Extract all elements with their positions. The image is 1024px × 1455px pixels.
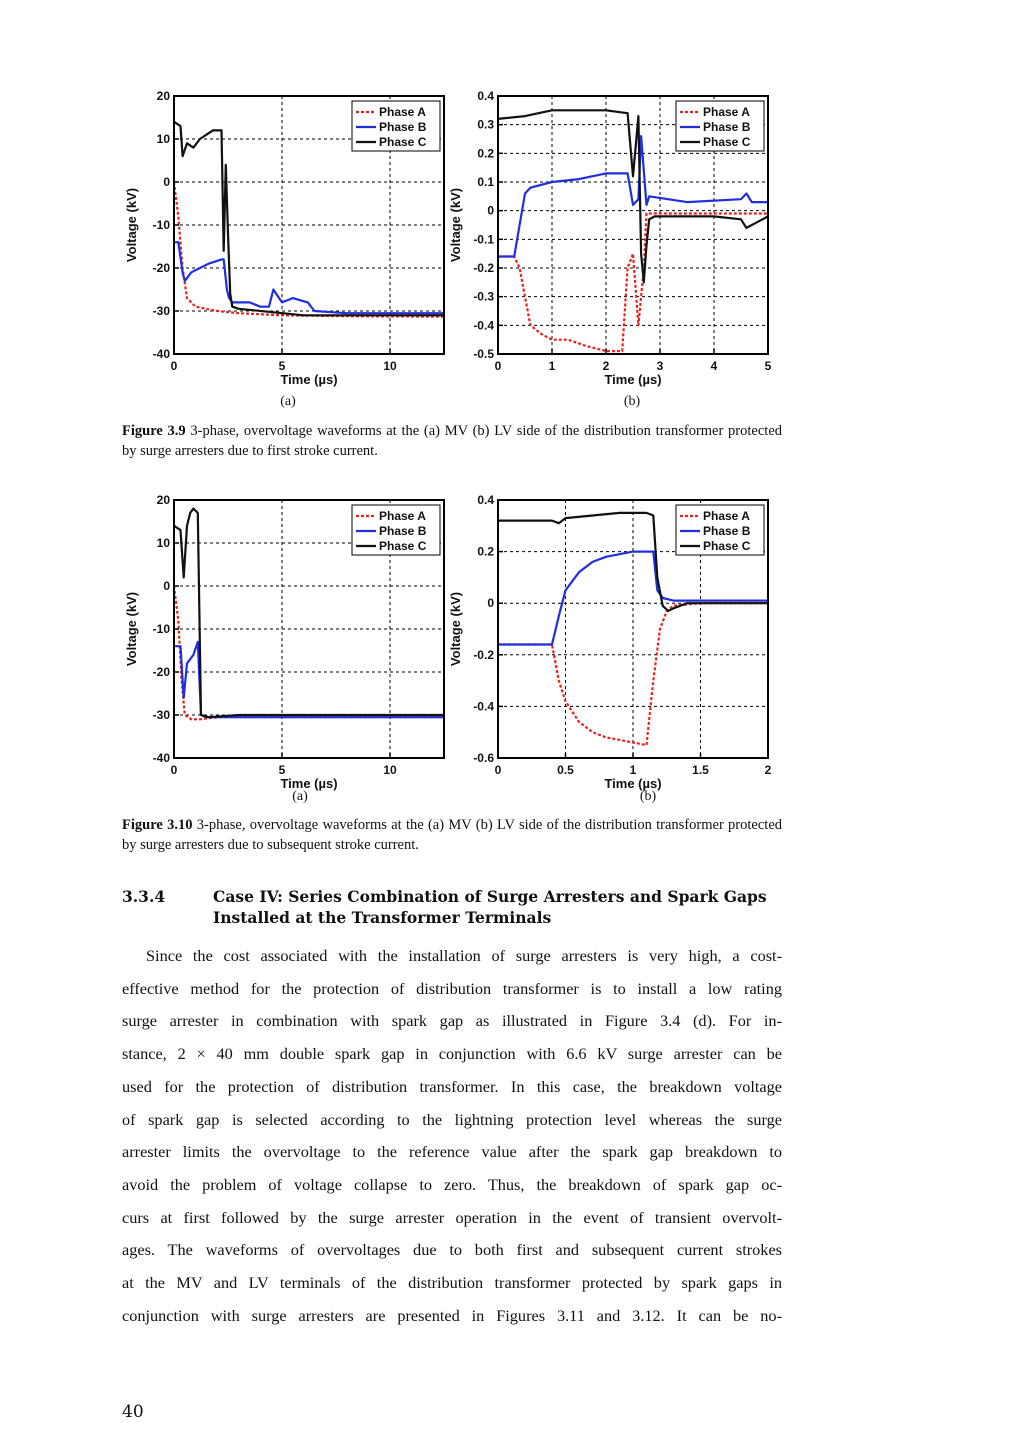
- body-paragraph: [122, 940, 782, 1332]
- legend: [352, 101, 440, 151]
- series-line: [174, 586, 444, 719]
- y-tick-label: 10: [156, 536, 170, 550]
- x-tick-label: 5: [278, 359, 286, 373]
- chart-fig3-10b: [446, 494, 776, 794]
- subfigure-label-b: (b): [639, 789, 657, 804]
- body-line: curs at first followed by the surge arrester operation in the event of transient overvolt-: [122, 1207, 782, 1227]
- legend: [676, 101, 764, 151]
- legend-entry: Phase C: [703, 539, 751, 553]
- legend-entry: Phase B: [703, 120, 751, 134]
- y-tick-label: 0.2: [477, 146, 494, 161]
- body-line: Since the cost associated with the installation of surge arresters is very high, a cost-: [146, 946, 782, 965]
- x-tick-label: 5: [764, 359, 772, 373]
- y-axis-label: Voltage (kV): [124, 591, 139, 667]
- y-tick-label: 20: [156, 493, 170, 507]
- x-tick-label: 3: [656, 359, 664, 373]
- chart-fig3-9b: [446, 90, 776, 390]
- legend: [676, 505, 764, 555]
- chart-fig3-10a: [122, 494, 452, 794]
- series-line: [498, 214, 768, 352]
- x-axis-label: Time (µs): [280, 372, 338, 387]
- legend-entry: Phase B: [703, 524, 751, 538]
- y-tick-label: 0: [487, 596, 494, 611]
- y-tick-label: 10: [156, 132, 170, 146]
- y-tick-label: -0.1: [473, 232, 494, 247]
- legend-entry: Phase A: [379, 509, 426, 523]
- section-title: Case IV: Series Combination of Surge Arresters and Spark Gaps Installed at the Transformer Terminals: [213, 887, 767, 927]
- body-line: surge arrester in combination with spark gap as illustrated in Figure 3.4 (d). For in-: [122, 1011, 782, 1031]
- x-tick-label: 1: [548, 359, 556, 373]
- y-axis-label: Voltage (kV): [448, 187, 463, 263]
- body-line: ages. The waveforms of overvoltages due to both first and subsequent current strokes: [122, 1240, 782, 1260]
- page-number: 40: [122, 1402, 144, 1422]
- y-tick-label: -0.4: [473, 318, 494, 333]
- body-line: stance, 2 × 40 mm double spark gap in conjunction with 6.6 kV surge arrester can be: [122, 1044, 782, 1064]
- chart-fig3-9a: [122, 90, 452, 390]
- y-tick-label: -20: [152, 665, 170, 679]
- y-tick-label: -20: [152, 261, 170, 275]
- series-line: [174, 182, 444, 317]
- subfigure-label-a: (a): [292, 789, 308, 804]
- legend-entry: Phase A: [703, 105, 750, 119]
- legend-entry: Phase C: [379, 135, 427, 149]
- y-tick-label: 20: [156, 89, 170, 103]
- y-tick-label: 0: [163, 579, 170, 593]
- x-axis-label: Time (µs): [604, 776, 662, 791]
- body-line: effective method for the protection of distribution transformer is to install a low rating: [122, 978, 782, 998]
- x-axis-label: Time (µs): [604, 372, 662, 387]
- series-line: [174, 242, 444, 313]
- y-tick-label: -0.5: [473, 347, 494, 361]
- caption-text: 3-phase, overvoltage waveforms at the (a) MV (b) LV side of the distribution transformer protected by surge arresters due to first stroke current.: [122, 423, 782, 459]
- y-tick-label: 0.3: [477, 117, 494, 132]
- x-tick-label: 10: [383, 359, 397, 373]
- x-tick-label: 5: [278, 763, 286, 777]
- y-tick-label: 0: [487, 203, 494, 218]
- legend-entry: Phase A: [703, 509, 750, 523]
- y-tick-label: -40: [152, 347, 170, 361]
- y-tick-label: 0.2: [477, 544, 494, 559]
- y-tick-label: 0.4: [477, 493, 494, 507]
- y-tick-label: -0.4: [473, 699, 494, 714]
- body-line: used for the protection of distribution transformer. In this case, the breakdown voltage: [122, 1076, 782, 1096]
- y-tick-label: -0.3: [473, 289, 494, 304]
- caption-text: 3-phase, overvoltage waveforms at the (a) MV (b) LV side of the distribution transformer protected by surge arresters due to subsequent stroke current.: [122, 817, 782, 853]
- y-tick-label: -0.2: [473, 647, 494, 662]
- x-tick-label: 1: [629, 763, 637, 777]
- x-axis-label: Time (µs): [280, 776, 338, 791]
- x-tick-label: 0: [494, 763, 502, 777]
- x-tick-label: 4: [710, 359, 718, 373]
- y-tick-label: -10: [152, 622, 170, 636]
- body-line: of spark gap is selected according to the lightning protection level whereas the surge: [122, 1109, 782, 1129]
- x-tick-label: 2: [602, 359, 610, 373]
- legend-entry: Phase B: [379, 524, 427, 538]
- legend-entry: Phase B: [379, 120, 427, 134]
- x-tick-label: 0: [170, 359, 178, 373]
- y-tick-label: -40: [152, 751, 170, 765]
- body-line: avoid the problem of voltage collapse to zero. Thus, the breakdown of spark gap oc-: [122, 1174, 782, 1194]
- caption-label: Figure 3.9: [122, 423, 186, 439]
- series-line: [498, 136, 768, 256]
- y-axis-label: Voltage (kV): [124, 187, 139, 263]
- legend-entry: Phase C: [379, 539, 427, 553]
- x-tick-label: 0: [494, 359, 502, 373]
- figure-caption-3-10: [122, 815, 782, 855]
- x-tick-label: 2: [764, 763, 772, 777]
- y-tick-label: 0: [163, 175, 170, 189]
- x-tick-label: 1.5: [692, 763, 709, 777]
- y-tick-label: -0.6: [473, 751, 494, 765]
- body-line: arrester limits the overvoltage to the reference value after the spark gap breakdown to: [122, 1142, 782, 1162]
- x-tick-label: 0.5: [557, 763, 574, 777]
- x-tick-label: 0: [170, 763, 178, 777]
- legend-entry: Phase A: [379, 105, 426, 119]
- subfigure-label-a: (a): [280, 394, 296, 409]
- y-tick-label: -30: [152, 304, 170, 318]
- section-number: 3.3.4: [122, 887, 166, 906]
- y-tick-label: -0.2: [473, 261, 494, 275]
- series-line: [174, 642, 444, 717]
- legend: [352, 505, 440, 555]
- y-tick-label: -10: [152, 218, 170, 232]
- legend-entry: Phase C: [703, 135, 751, 149]
- y-axis-label: Voltage (kV): [448, 591, 463, 667]
- caption-label: Figure 3.10: [122, 817, 193, 833]
- body-line: at the MV and LV terminals of the distribution transformer protected by spark gaps in: [122, 1273, 782, 1293]
- body-line: conjunction with surge arresters are presented in Figures 3.11 and 3.12. It can be no-: [122, 1305, 782, 1325]
- subfigure-label-b: (b): [623, 394, 641, 409]
- y-tick-label: 0.1: [477, 175, 494, 189]
- x-tick-label: 10: [383, 763, 397, 777]
- figure-caption-3-9: [122, 421, 782, 461]
- y-tick-label: -30: [152, 708, 170, 722]
- y-tick-label: 0.4: [477, 89, 494, 103]
